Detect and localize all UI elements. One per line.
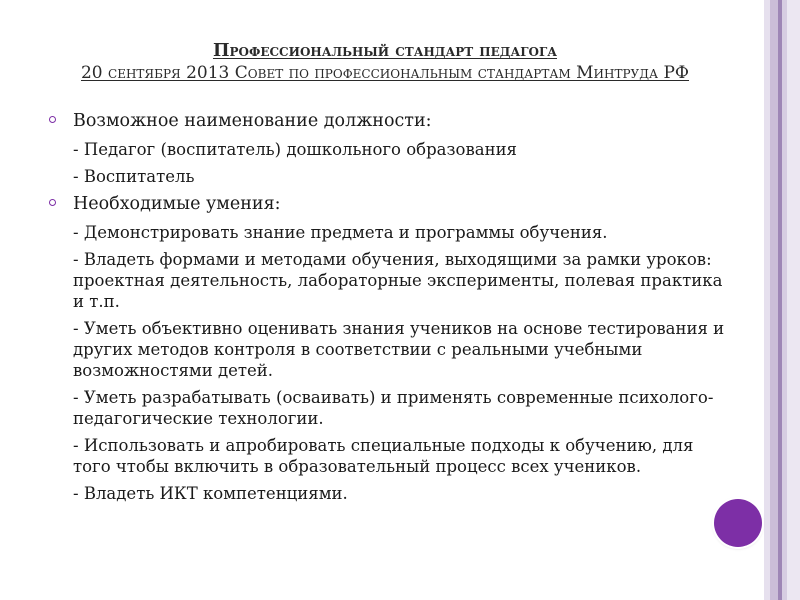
list-item: - Уметь объективно оценивать знания учеников на основе тестирования и других методов контроля в соответствии с реальными учебными возможностями детей. [73, 319, 725, 380]
list-item: - Использовать и апробировать специальные подходы к обучению, для того чтобы включить в образовательный процесс всех учеников. [73, 436, 694, 476]
list-item: - Демонстрировать знание предмета и программы обучения. [73, 223, 608, 242]
slide-title: Профессиональный стандарт педагога [212, 41, 558, 61]
decorative-stripe [770, 0, 778, 600]
section-heading-text: Возможное наименование должности: [73, 111, 432, 131]
decorative-stripe [787, 0, 800, 600]
bullet-icon [49, 116, 56, 123]
title-block [40, 40, 730, 84]
list-item: - Уметь разрабатывать (осваивать) и применять современные психолого-педагогические технологии. [73, 388, 714, 428]
section-heading-text: Необходимые умения: [73, 194, 281, 214]
list-item: - Владеть формами и методами обучения, выходящими за рамки уроков: проектная деятельность, лабораторные эксперименты, полевая практика и т.п. [73, 250, 723, 311]
section-heading [45, 193, 735, 215]
list-item: - Педагог (воспитатель) дошкольного образования [73, 140, 517, 159]
slide-subtitle: 20 сентября 2013 Совет по профессиональным стандартам Минтруда РФ [80, 63, 690, 83]
list-item: - Владеть ИКТ компетенциями. [73, 484, 348, 503]
bullet-icon [49, 199, 56, 206]
slide-content [45, 110, 735, 510]
section-heading [45, 110, 735, 132]
list-item: - Воспитатель [73, 167, 195, 186]
